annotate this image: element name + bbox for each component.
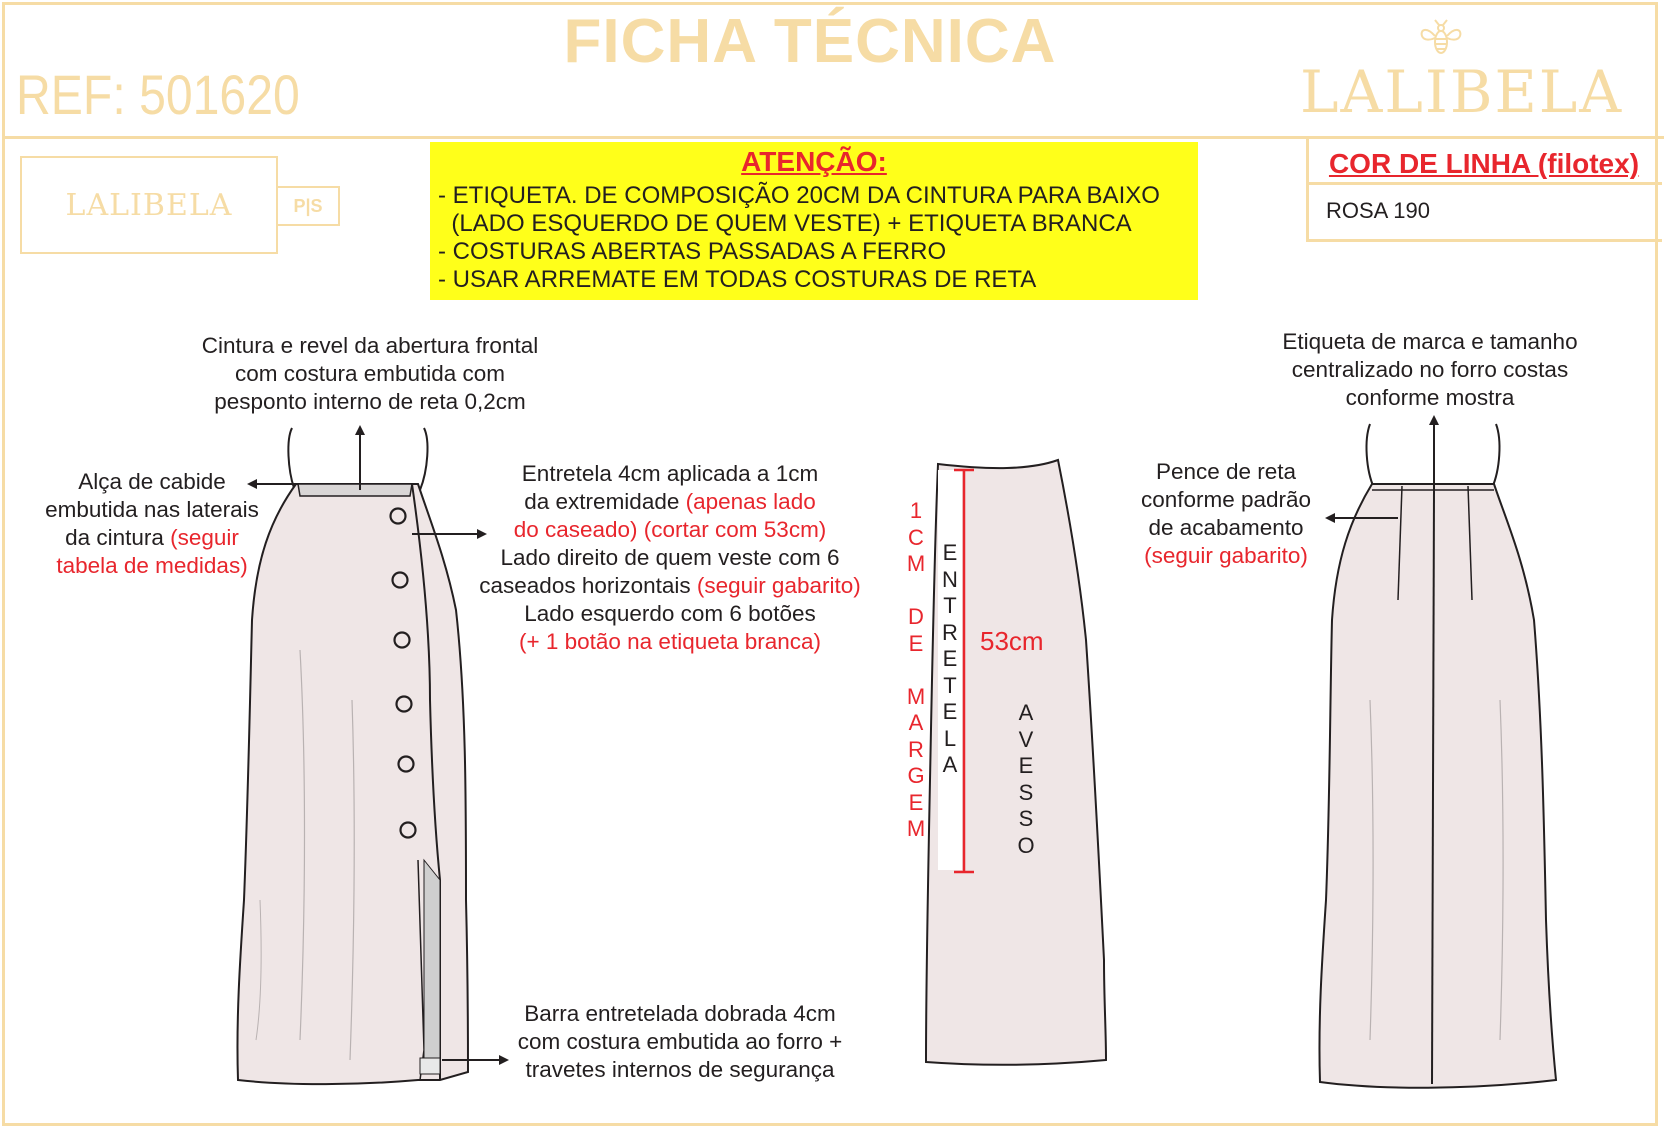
margin-label: 1 C M D E M A R G E M [906, 498, 926, 841]
reverse-side-label: A V E S S O [1017, 700, 1035, 858]
notice-line-4: - USAR ARREMATE EM TODAS COSTURAS DE RETA [438, 266, 1037, 293]
waist-annotation [150, 332, 590, 416]
interfacing-annotation-line-7: (+ 1 botão na etiqueta branca) [518, 629, 822, 654]
thread-color-title: COR DE LINHA (filotex) [1328, 148, 1640, 179]
hem-annotation [480, 1000, 880, 1084]
interfacing-annotation-line-3: do caseado) (cortar com 53cm) [513, 517, 827, 542]
interfacing-annotation-line-2: da extremidade [524, 489, 686, 514]
dart-annotation-line-4: (seguir gabarito) [1144, 543, 1308, 568]
measurement-label: 53cm [980, 626, 1044, 656]
hanger-annotation [20, 468, 284, 580]
notice-line-3: - COSTURAS ABERTAS PASSADAS A FERRO [438, 238, 947, 265]
interfacing-annotation-line-5: caseados horizontais [479, 573, 697, 598]
dart-annotation-line-3: de acabamento [1148, 515, 1304, 540]
notice-line-1: - ETIQUETA. DE COMPOSIÇÃO 20CM DA CINTURA PARA BAIXO [438, 182, 1160, 209]
hem-annotation-line-3: travetes internos de segurança [525, 1057, 835, 1082]
waist-annotation-line-1: Cintura e revel da abertura frontal [201, 333, 539, 358]
interfacing-label: E N T R E T E L A [942, 540, 958, 777]
waist-annotation-line-3: pesponto interno de reta 0,2cm [214, 389, 526, 414]
waist-annotation-line-2: com costura embutida com [234, 361, 506, 386]
brand-label-annotation-line-3: conforme mostra [1345, 385, 1515, 410]
interfacing-annotation-line-5-highlight: (seguir gabarito) [696, 573, 861, 598]
dart-annotation [1126, 458, 1326, 570]
interfacing-annotation-line-2-highlight: (apenas lado [685, 489, 816, 514]
dart-annotation-line-2: conforme padrão [1140, 487, 1312, 512]
notice-line-2: (LADO ESQUERDO DE QUEM VESTE) + ETIQUETA BRANCA [438, 210, 1132, 237]
brand-label-text: LALIBELA [65, 188, 233, 223]
thread-color-value: ROSA 190 [1326, 198, 1430, 223]
hanger-annotation-line-2: embutida nas laterais [45, 497, 259, 522]
size-label: P|S [276, 186, 340, 226]
hem-annotation-line-1: Barra entretelada dobrada 4cm [524, 1001, 836, 1026]
dart-annotation-line-1: Pence de reta [1155, 459, 1297, 484]
interfacing-annotation-line-1: Entretela 4cm aplicada a 1cm [521, 461, 819, 486]
interfacing-annotation-line-4: Lado direito de quem veste com 6 [500, 545, 840, 570]
hanger-annotation-line-3-highlight: (seguir [170, 525, 239, 550]
back-skirt-drawing [1319, 418, 1556, 1088]
brand-label-annotation-line-1: Etiqueta de marca e tamanho [1282, 329, 1578, 354]
page-title: FICHA TÉCNICA [563, 7, 1057, 76]
hanger-annotation-line-1: Alça de cabide [78, 469, 226, 494]
interfacing-annotation-line-6: Lado esquerdo com 6 botões [524, 601, 816, 626]
brand-label-annotation [1250, 328, 1610, 412]
reference-code: REF: 501620 [16, 63, 300, 126]
interfacing-annotation [460, 460, 880, 656]
brand-label-annotation-line-2: centralizado no forro costas [1291, 357, 1569, 382]
hem-annotation-line-2: com costura embutida ao forro + [517, 1029, 843, 1054]
hanger-annotation-line-3: da cintura [65, 525, 171, 550]
hanger-annotation-line-4: tabela de medidas) [56, 553, 248, 578]
notice-title: ATENÇÃO: [741, 146, 887, 177]
brand-logo: LALIBELA [1300, 58, 1624, 126]
